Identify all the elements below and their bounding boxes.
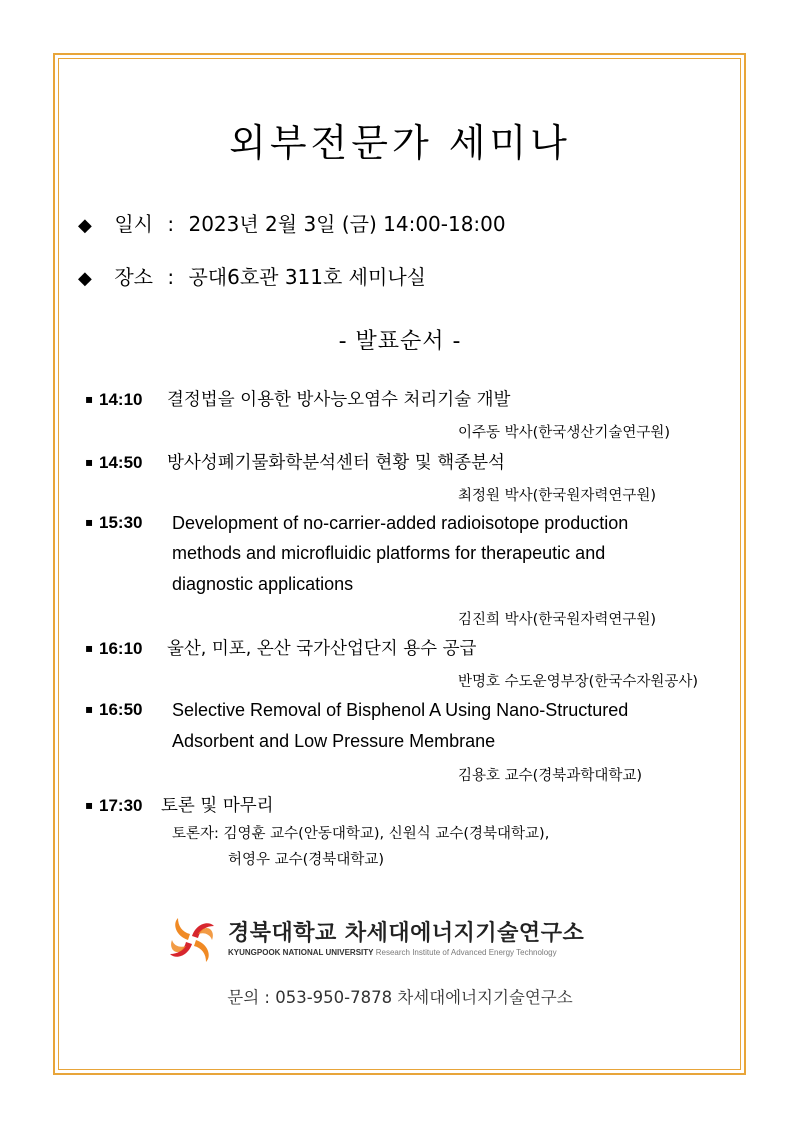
talk-speaker: 김용호 교수(경북과학대학교) (458, 768, 643, 784)
talk-topic-line: Adsorbent and Low Pressure Membrane (172, 731, 496, 751)
program-item (85, 792, 274, 817)
logo-university-en: KYUNGPOOK NATIONAL UNIVERSITY (228, 948, 374, 957)
diamond-marker-icon: ◆ (78, 268, 92, 289)
talk-time: 16:10 (99, 639, 143, 658)
talk-time: 14:50 (99, 453, 143, 472)
bullet-icon: ▪ (85, 455, 94, 469)
bullet-icon: ▪ (85, 798, 94, 812)
date-value: 2023년 2월 3일 (금) 14:00-18:00 (188, 212, 506, 236)
logo-name-ko: 경북대학교 차세대에너지기술연구소 (228, 921, 585, 946)
program-item (85, 513, 167, 533)
talk-time: 17:30 (99, 796, 143, 815)
talk-topic: 방사성폐기물화학분석센터 현황 및 핵종분석 (167, 453, 505, 473)
date-separator: : (167, 212, 175, 236)
talk-topic: 울산, 미포, 온산 국가산업단지 용수 공급 (167, 639, 477, 659)
bullet-icon: ▪ (85, 702, 94, 716)
talk-topic-line: methods and microfluidic platforms for therapeutic and (172, 543, 606, 563)
bullet-icon: ▪ (85, 515, 94, 529)
talk-topic-line: diagnostic applications (172, 574, 354, 594)
institute-logo (164, 912, 644, 972)
place-value: 공대6호관 311호 세미나실 (188, 265, 426, 289)
talk-time: 15:30 (99, 513, 143, 532)
page-title: 외부전문가 세미나 (229, 121, 571, 165)
logo-name-en (228, 948, 557, 957)
talk-speaker: 김진희 박사(한국원자력연구원) (458, 612, 657, 628)
bullet-icon: ▪ (85, 641, 94, 655)
date-label: 일시 (114, 212, 153, 236)
place-separator: : (167, 265, 175, 289)
talk-speaker: 반명호 수도운영부장(한국수자원공사) (458, 674, 699, 690)
info-place (78, 261, 426, 290)
diamond-marker-icon: ◆ (78, 215, 92, 236)
talk-speaker: 이주동 박사(한국생산기술연구원) (458, 425, 671, 441)
talk-topic: 토론 및 마무리 (161, 796, 274, 816)
talk-topic-line: Development of no-carrier-added radioisotope production (172, 513, 629, 533)
info-date (78, 208, 506, 237)
program-item (85, 449, 505, 474)
program-item (85, 700, 167, 720)
panel-line: 허영우 교수(경북대학교) (228, 852, 384, 868)
program-heading: - 발표순서 - (338, 329, 462, 354)
panel-line: 토론자: 김영훈 교수(안동대학교), 신원식 교수(경북대학교), (172, 826, 550, 842)
talk-topic: 결정법을 이용한 방사능오염수 처리기술 개발 (167, 390, 511, 410)
contact-info: 문의 : 053-950-7878 차세대에너지기술연구소 (227, 988, 573, 1007)
pinwheel-logo-icon (164, 912, 220, 968)
program-item (85, 635, 476, 660)
bullet-icon: ▪ (85, 392, 94, 406)
talk-topic-line: Selective Removal of Bisphenol A Using Nano-Structured (172, 700, 629, 720)
talk-speaker: 최정원 박사(한국원자력연구원) (458, 488, 657, 504)
logo-institute-en: Research Institute of Advanced Energy Technology (375, 948, 557, 957)
talk-time: 16:50 (99, 700, 143, 719)
talk-time: 14:10 (99, 390, 143, 409)
program-item (85, 386, 510, 411)
place-label: 장소 (114, 265, 153, 289)
